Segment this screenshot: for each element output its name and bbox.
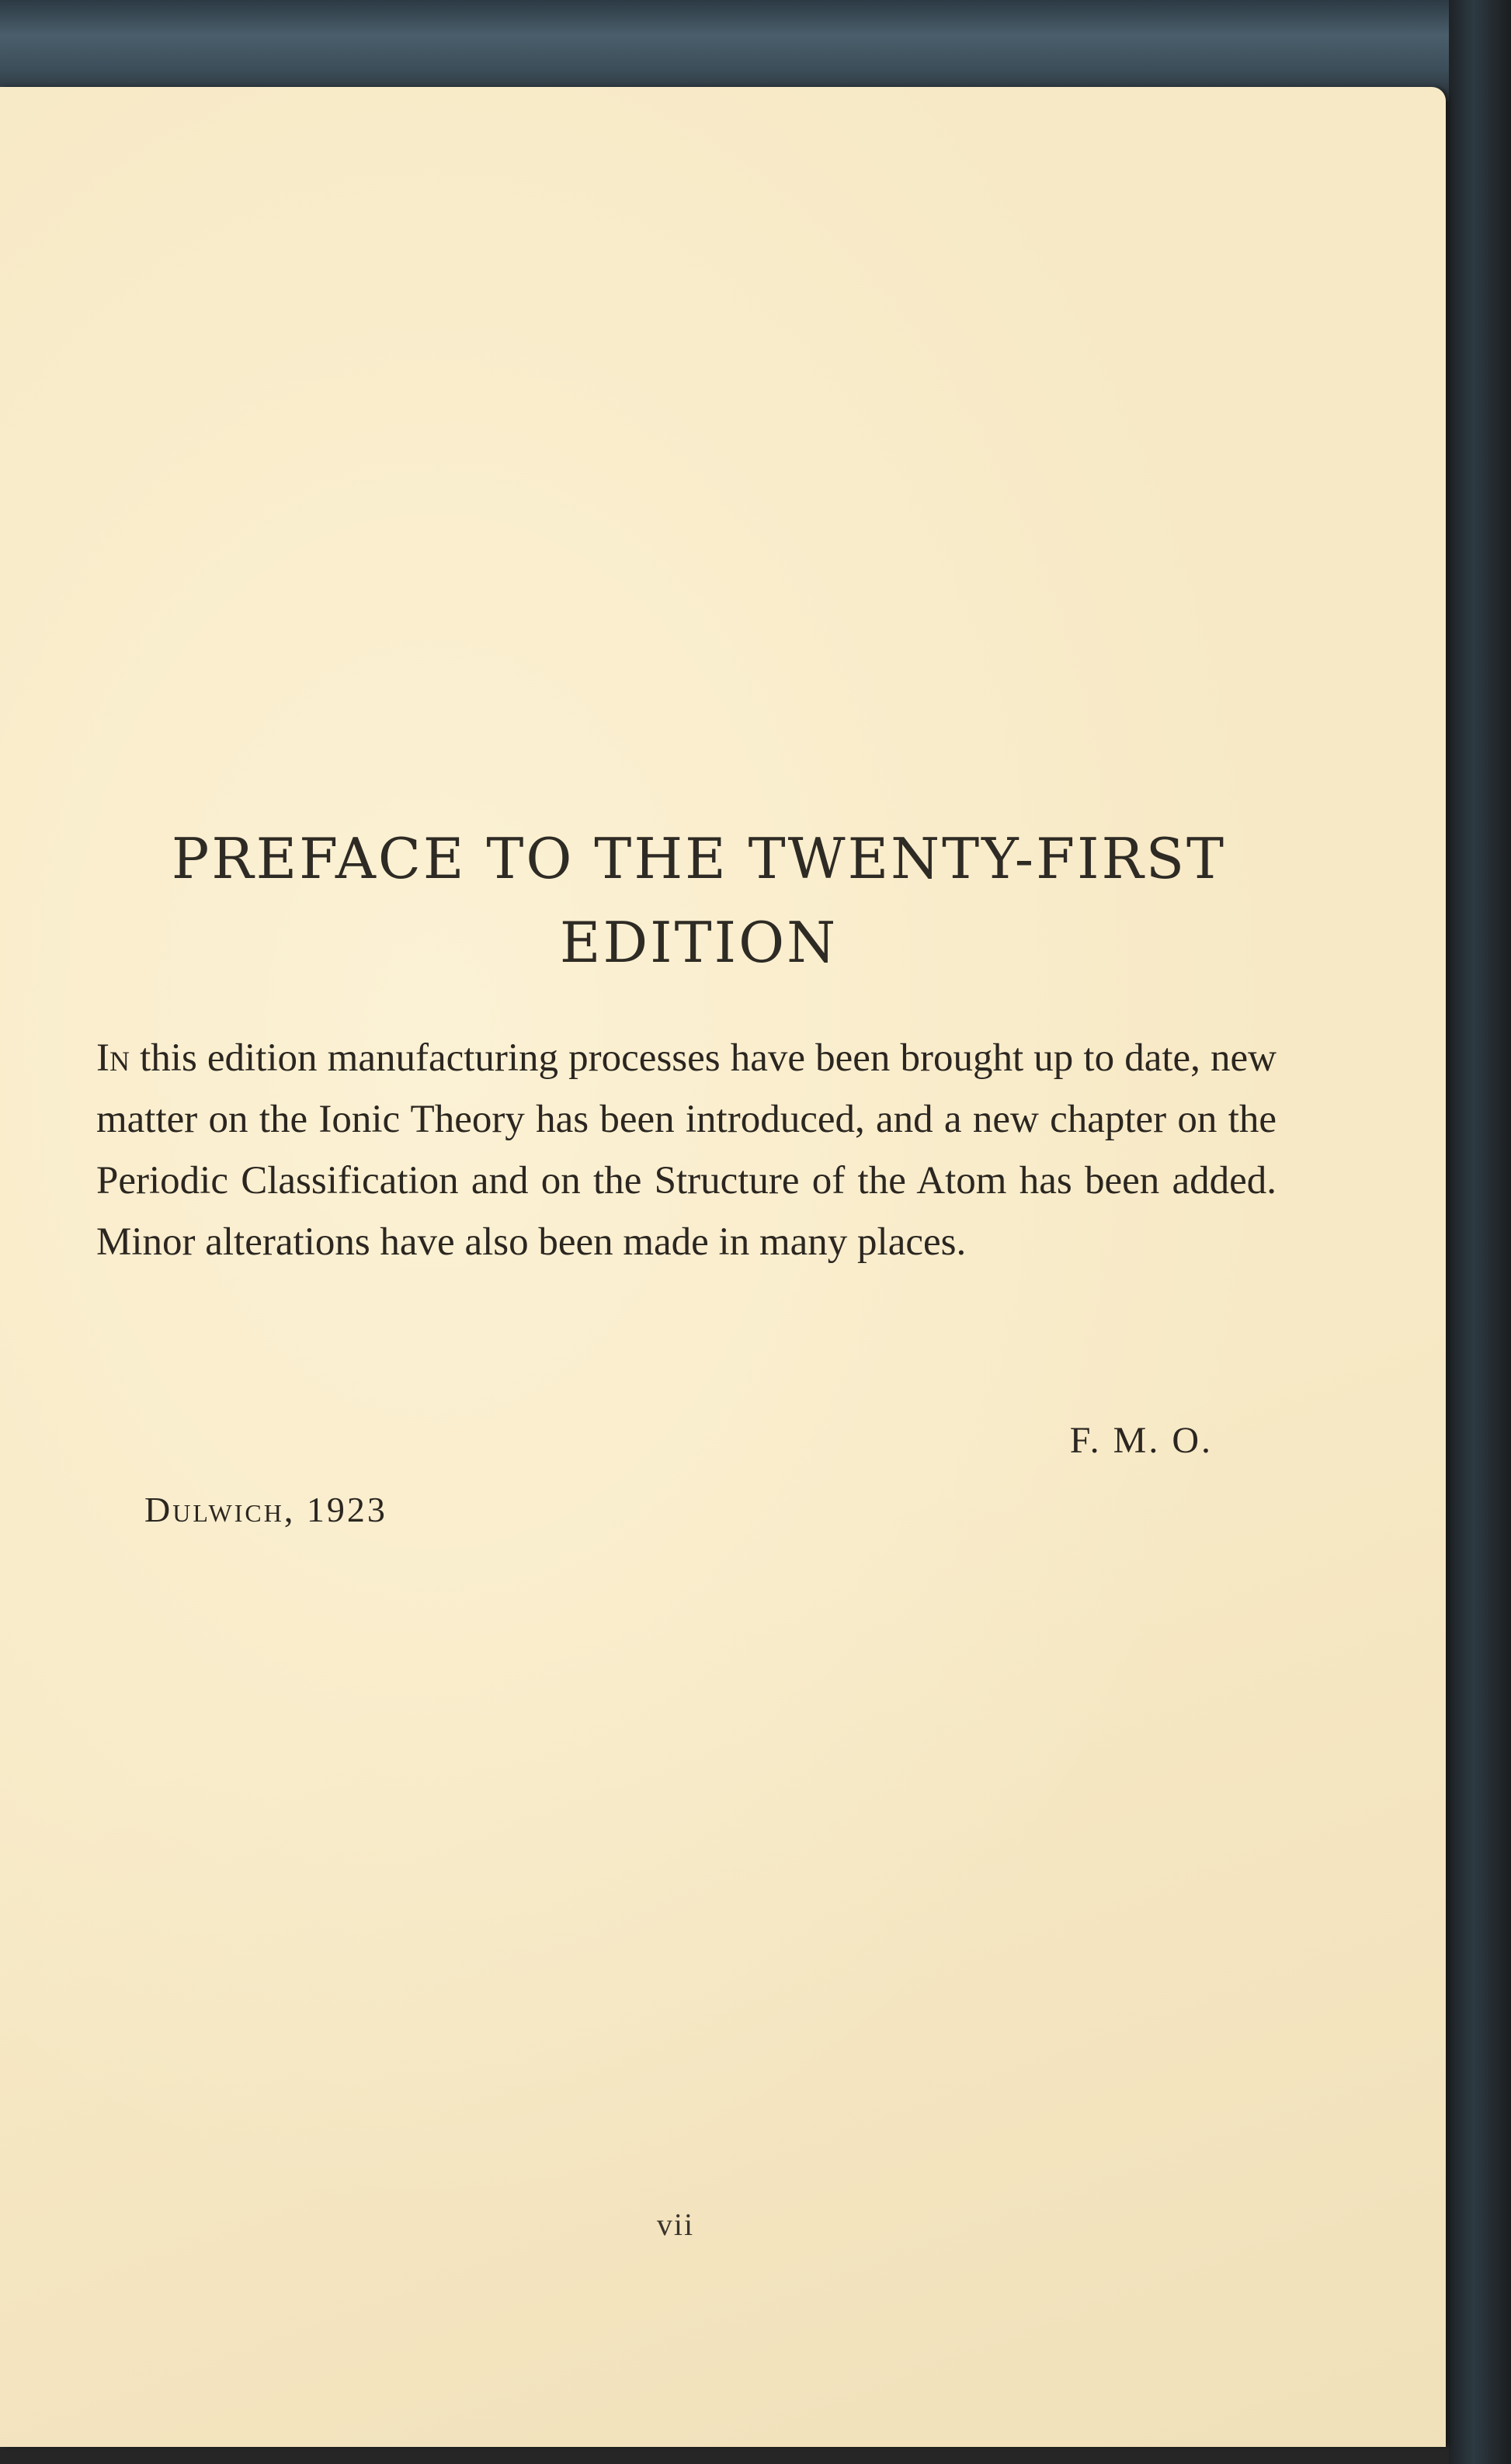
- book-page: [0, 87, 1446, 2447]
- book-cover-top-edge: [0, 0, 1468, 101]
- author-initials: F. M. O.: [1069, 1420, 1213, 1461]
- place-and-date: Dulwich, 1923: [144, 1490, 387, 1529]
- page-number: vii: [656, 2207, 695, 2242]
- preface-heading-line-2: EDITION: [559, 910, 839, 975]
- preface-body: [96, 1028, 1277, 1273]
- book-cover-right-edge: [1449, 0, 1511, 2464]
- preface-heading: [93, 817, 1304, 984]
- preface-heading-line-1: PREFACE TO THE TWENTY-FIRST: [171, 826, 1227, 891]
- preface-body-text: this edition manufacturing processes have been brought up to date, new matter on the Ionic Theory has been introduced, and a new chapter on the Periodic Classification and on the Structure of the Atom has been added. Minor alterations have also been made in many places.: [96, 1036, 1277, 1264]
- preface-body-lead: In: [96, 1036, 130, 1080]
